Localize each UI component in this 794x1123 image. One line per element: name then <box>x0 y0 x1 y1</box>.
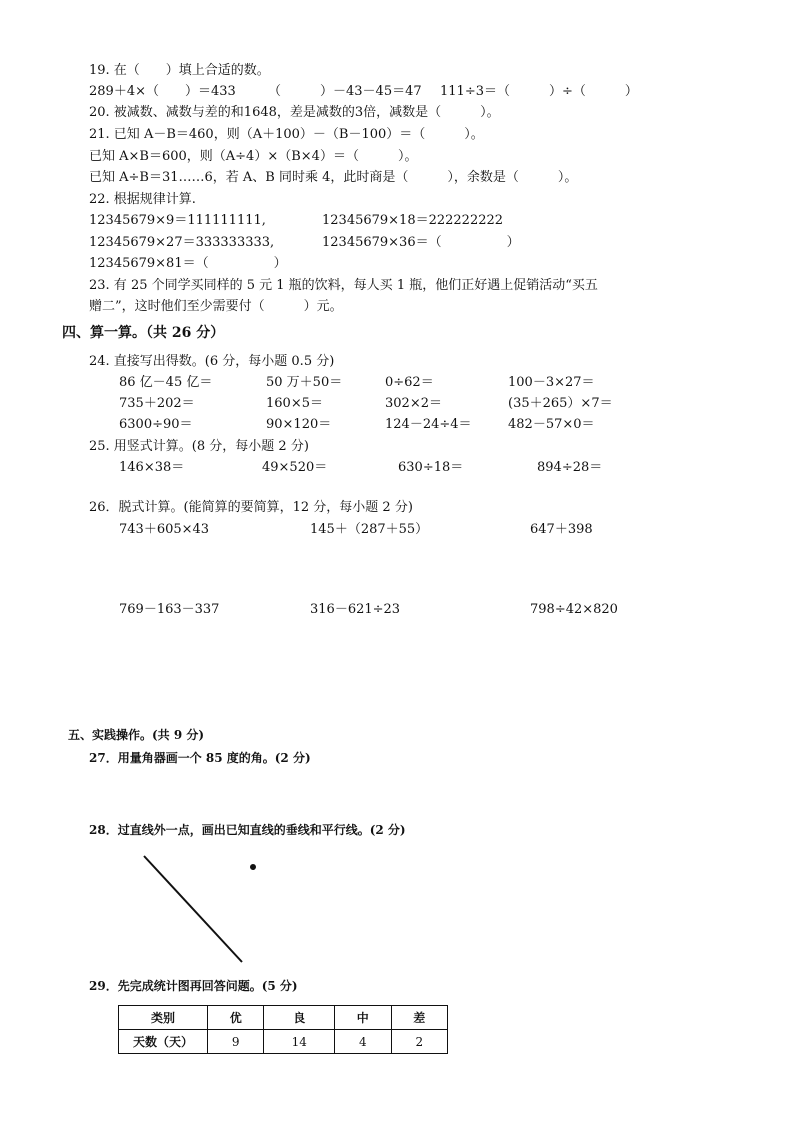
q25-c3: 630÷18＝ <box>398 460 464 475</box>
q24-r2c1: 735＋202＝ <box>119 396 195 411</box>
section-5-title: 五、实践操作。(共 9 分) <box>68 728 205 742</box>
table-header-cell: 中 <box>335 1006 391 1030</box>
q24-r2c4: (35＋265）×7＝ <box>508 396 613 411</box>
q24-r3c3: 124－24÷4＝ <box>385 417 472 432</box>
q19b: （ ）－43－45＝47 <box>268 84 422 99</box>
q24-r3c4: 482－57×0＝ <box>508 417 595 432</box>
given-line <box>144 856 242 962</box>
table-row <box>119 1030 448 1054</box>
q28: 28．过直线外一点，画出已知直线的垂线和平行线。(2 分) <box>89 823 406 837</box>
q24-r2c2: 160×5＝ <box>266 396 323 411</box>
q20: 20. 被减数、减数与差的和1648，差是减数的3倍，减数是（ ）。 <box>89 105 500 120</box>
q22d: 12345679×36＝（ ） <box>322 235 520 250</box>
q25-c2: 49×520＝ <box>262 460 328 475</box>
section-4-title: 四、算一算。（共 26 分） <box>62 325 225 341</box>
q26-r2c2: 316－621÷23 <box>310 602 401 617</box>
q26-r2c1: 769－163－337 <box>119 602 220 617</box>
q26-r1c1: 743＋605×43 <box>119 522 210 537</box>
table-row-label: 天数（天） <box>119 1030 208 1054</box>
q21b: 已知 A×B＝600，则（A÷4）×（B×4）＝（ ）。 <box>89 149 418 164</box>
q22a: 12345679×9＝111111111, <box>89 213 266 228</box>
q21c: 已知 A÷B＝31……6，若 A、B 同时乘 4，此时商是（ ），余数是（ ）。 <box>89 170 578 185</box>
q29: 29．先完成统计图再回答问题。(5 分) <box>89 979 298 993</box>
q24-r3c1: 6300÷90＝ <box>119 417 193 432</box>
table-cell: 2 <box>391 1030 447 1054</box>
q24-r1c4: 100－3×27＝ <box>508 375 595 390</box>
given-point <box>250 864 256 870</box>
q21a: 21. 已知 A－B＝460，则（A＋100）－（B－100）＝（ ）。 <box>89 127 484 142</box>
q19c: 111÷3＝（ ）÷（ ） <box>440 84 638 99</box>
q25-c1: 146×38＝ <box>119 460 185 475</box>
table-cell: 14 <box>264 1030 335 1054</box>
q22b: 12345679×18＝222222222 <box>322 213 504 228</box>
table-header-cell: 优 <box>208 1006 264 1030</box>
q24-r1c1: 86 亿－45 亿＝ <box>119 375 213 390</box>
q24-r1c2: 50 万＋50＝ <box>266 375 343 390</box>
q19a: 289＋4×（ ）＝433 <box>89 84 236 99</box>
q25: 25. 用竖式计算。(8 分，每小题 2 分) <box>89 439 309 454</box>
table-header-cell: 良 <box>264 1006 335 1030</box>
q24-r1c3: 0÷62＝ <box>385 375 434 390</box>
table-header-cell: 类别 <box>119 1006 208 1030</box>
q24-r3c2: 90×120＝ <box>266 417 332 432</box>
q24: 24. 直接写出得数。(6 分，每小题 0.5 分) <box>89 354 335 369</box>
table-header-row <box>119 1006 448 1030</box>
q19-title: 19. 在（ ）填上合适的数。 <box>89 63 270 78</box>
table-cell: 9 <box>208 1030 264 1054</box>
q23a: 23. 有 25 个同学买同样的 5 元 1 瓶的饮料，每人买 1 瓶，他们正好遇上促销活动“买五 <box>89 278 598 293</box>
q25-c4: 894÷28＝ <box>537 460 603 475</box>
q24-r2c3: 302×2＝ <box>385 396 442 411</box>
q22: 22. 根据规律计算. <box>89 192 196 207</box>
q23b: 赠二”，这时他们至少需要付（ ）元。 <box>89 299 343 314</box>
q26: 26．脱式计算。(能简算的要简算，12 分，每小题 2 分) <box>89 500 413 515</box>
q22c: 12345679×27＝333333333, <box>89 235 275 250</box>
stats-table <box>118 1005 448 1054</box>
table-cell: 4 <box>335 1030 391 1054</box>
q26-r1c2: 145＋（287＋55） <box>310 522 429 537</box>
table-header-cell: 差 <box>391 1006 447 1030</box>
q22e: 12345679×81＝（ ） <box>89 256 287 271</box>
q26-r1c3: 647＋398 <box>530 522 593 537</box>
q27: 27．用量角器画一个 85 度的角。(2 分) <box>89 751 311 765</box>
q26-r2c3: 798÷42×820 <box>530 602 618 617</box>
